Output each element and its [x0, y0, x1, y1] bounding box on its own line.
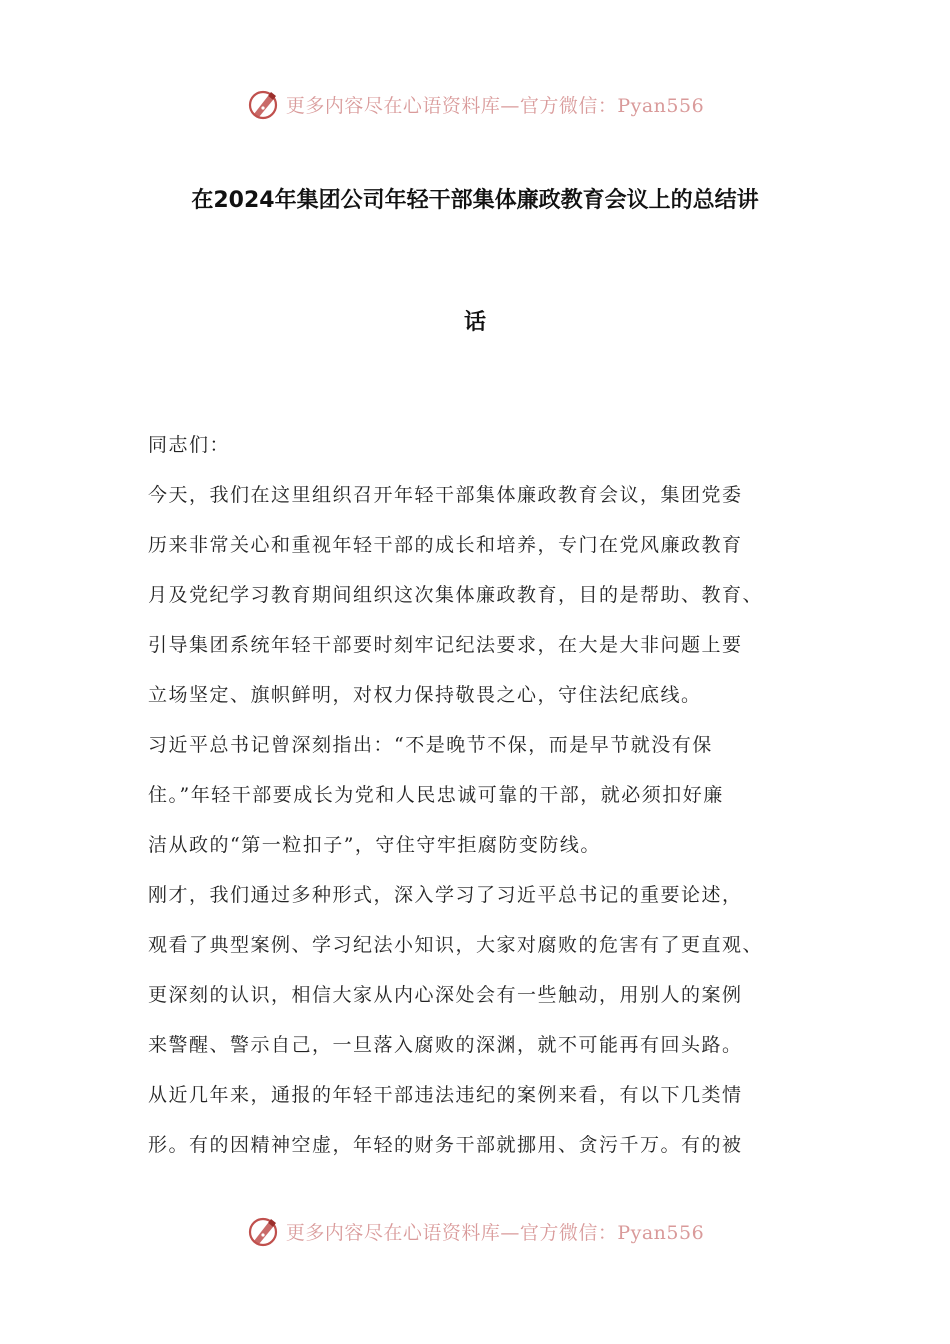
body-line: 从近几年来，通报的年轻干部违法违纪的案例来看，有以下几类情 — [148, 1084, 743, 1106]
footer-watermark-text: 更多内容尽在心语资料库—官方微信：Pyan556 — [285, 1221, 705, 1244]
document-title-line-1: 在2024年集团公司年轻干部集体廉政教育会议上的总结讲 — [191, 188, 759, 213]
footer-watermark-banner — [0, 1211, 950, 1251]
body-line: 立场坚定、旗帜鲜明，对权力保持敬畏之心，守住法纪底线。 — [148, 684, 702, 706]
document-title-line-2: 话 — [463, 310, 486, 335]
document-body — [148, 420, 828, 1170]
body-line: 历来非常关心和重视年轻干部的成长和培养，专门在党风廉政教育 — [148, 534, 743, 556]
body-line: 引导集团系统年轻干部要时刻牢记纪法要求，在大是大非问题上要 — [148, 634, 743, 656]
body-line: 同志们： — [148, 434, 231, 456]
body-line: 来警醒、警示自己，一旦落入腐败的深渊，就不可能再有回头路。 — [148, 1034, 743, 1056]
body-line: 更深刻的认识，相信大家从内心深处会有一些触动，用别人的案例 — [148, 984, 743, 1006]
body-line: 住。”年轻干部要成长为党和人民忠诚可靠的干部，就必须扣好廉 — [148, 784, 724, 806]
pen-nib-circle-icon — [246, 86, 282, 122]
body-line: 今天，我们在这里组织召开年轻干部集体廉政教育会议，集团党委 — [148, 484, 743, 506]
header-watermark-text: 更多内容尽在心语资料库—官方微信：Pyan556 — [285, 94, 705, 117]
pen-nib-circle-icon — [246, 1213, 282, 1249]
body-line: 观看了典型案例、学习纪法小知识，大家对腐败的危害有了更直观、 — [148, 934, 764, 956]
header-watermark-banner — [0, 84, 950, 124]
body-line: 洁从政的“第一粒扣子”，守住守牢拒腐防变防线。 — [148, 834, 601, 856]
body-line: 形。有的因精神空虚，年轻的财务干部就挪用、贪污千万。有的被 — [148, 1134, 743, 1156]
body-line: 月及党纪学习教育期间组织这次集体廉政教育，目的是帮助、教育、 — [148, 584, 764, 606]
body-line: 刚才，我们通过多种形式，深入学习了习近平总书记的重要论述， — [148, 884, 743, 906]
body-line: 习近平总书记曾深刻指出：“不是晚节不保，而是早节就没有保 — [148, 734, 713, 756]
